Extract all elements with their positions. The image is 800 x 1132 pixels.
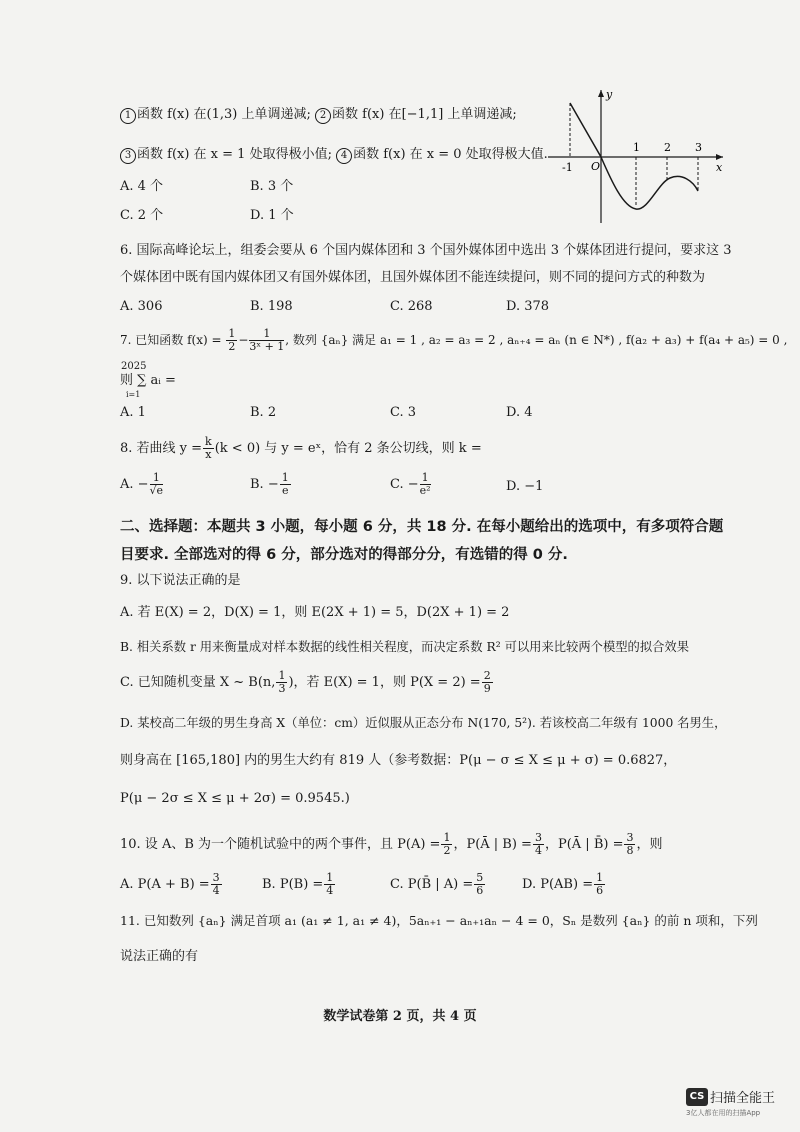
tick-2: 2 [664,141,671,154]
q7-option-a: A. 1 [120,405,146,420]
q8-option-d: D. −1 [506,479,544,494]
q5-stmt1: 函数 f(x) 在(1,3) 上单调递减; [137,107,311,122]
q5-option-a: A. 4 个 [120,179,164,194]
tick-3: 3 [695,141,702,154]
q10-option-d: D. P(AB) = $\frac{1}{6}$ [522,871,604,897]
y-axis-label: y [606,88,613,101]
q8-frac-k-x: $\frac{k}{x}$ [205,435,212,461]
section2-heading-line-1: 二、选择题：本题共 3 小题，每小题 6 分，共 18 分. 在每小题给出的选项中，有多项符合题 [120,519,724,535]
q5-statement-row-2 [120,146,548,164]
q6-option-b: B. 198 [250,299,293,314]
circled-number-1: 1 [120,108,136,124]
q7-option-c: C. 3 [390,405,417,420]
q6-option-c: C. 268 [390,299,433,314]
q9-stem: 9. 以下说法正确的是 [120,573,241,588]
q7-frac-half: $\frac{1}{2}$ [228,327,236,353]
q9-option-c: C. 已知随机变量 X ~ B(n, $\frac{1}{3}$ )，若 E(X) = 1，则 P(X = 2) = $\frac{2}{9}$ [120,669,491,695]
q8-stem: 8. 若曲线 y = $\frac{k}{x}$ (k < 0) 与 y = eˣ，恰有 2 条公切线，则 k = [120,435,482,461]
x-axis-label: x [716,161,723,174]
q7-sum-bottom: i=1 [126,390,141,399]
q9-option-d-line-2: 则身高在 [165,180] 内的男生大约有 819 人（参考数据：P(μ − σ ≤ X ≤ μ + σ) = 0.6827， [120,753,677,768]
q8-option-c: C. − $\frac{1}{\text{e²}}$ [390,471,431,497]
q6-line-2: 个媒体团中既有国内媒体团又有国外媒体团，且国外媒体团不能连续提问，则不同的提问方式的种数为 [120,270,706,285]
watermark-tagline: 3亿人都在用的扫描App [686,1109,761,1117]
tick-neg1: -1 [562,161,573,174]
q6-option-a: A. 306 [120,299,163,314]
watermark-app-name: 扫描全能王 [710,1091,776,1106]
q7-minus: − [238,333,249,347]
page-footer: 数学试卷第 2 页，共 4 页 [323,1009,477,1024]
q5-option-c: C. 2 个 [120,208,164,223]
q9-option-d-line-1: D. 某校高二年级的男生身高 X（单位：cm）近似服从正态分布 N(170, 5²). 若该校高二年级有 1000 名男生， [120,716,727,730]
q10-option-c: C. P(B̄ | A) = $\frac{5}{6}$ [390,871,484,897]
scanner-watermark [686,1087,798,1118]
origin-label: O [591,160,601,173]
q8-option-b: B. − $\frac{1}{e}$ [250,471,289,497]
q5-stmt2: 函数 f(x) 在[−1,1] 上单调递减; [332,107,517,122]
q5-stmt4: 函数 f(x) 在 x = 0 处取得极大值. [353,147,548,162]
y-axis-arrow [598,90,604,97]
q7-prefix: 7. 已知函数 f(x) = [120,333,222,347]
q5-option-b: B. 3 个 [250,179,294,194]
q6-line-1: 6. 国际高峰论坛上，组委会要从 6 个国内媒体团和 3 个国外媒体团中选出 3 个媒体团进行提问，要求这 3 [120,243,732,258]
q5-stmt3: 函数 f(x) 在 x = 1 处取得极小值; [137,147,332,162]
tick-1: 1 [633,141,640,154]
q9-option-b: B. 相关系数 r 用来衡量成对样本数据的线性相关程度，而决定系数 R² 可以用来比较两个模型的拟合效果 [120,640,690,654]
q9-option-a: A. 若 E(X) = 2，D(X) = 1，则 E(2X + 1) = 5，D(2X + 1) = 2 [120,605,510,620]
q7-frac-second: $\frac{1}{\text{3ˣ + 1}}$ [249,327,285,353]
camscanner-logo-icon: CS [686,1088,708,1106]
q7-option-d: D. 4 [506,405,533,420]
x-axis-arrow [716,154,723,160]
q8-option-a: A. − $\frac{1}{√e}$ [120,471,164,497]
q7-line-1 [120,328,787,353]
q10-option-b: B. P(B) = $\frac{1}{4}$ [262,871,334,897]
derivative-curve [570,103,698,209]
q9-option-d-line-3: P(μ − 2σ ≤ X ≤ μ + 2σ) = 0.9545.) [120,791,350,806]
circled-number-4: 4 [336,148,352,164]
q10-stem: 10. 设 A、B 为一个随机试验中的两个事件，且 P(A) = $\frac{1}{2}$ ，P(Ā | B) = $\frac{3}{4}$ ，P(Ā | B̄) = $\frac{3}{8}$ ，则 [120,831,663,857]
section2-heading-line-2: 目要求. 全部选对的得 6 分，部分选对的得部分分，有选错的得 0 分. [120,547,568,563]
q5-option-d: D. 1 个 [250,208,294,223]
q7-line-2: 则 ∑ aᵢ = [120,373,176,388]
q6-option-d: D. 378 [506,299,550,314]
circled-number-2: 2 [315,108,331,124]
q7-option-b: B. 2 [250,405,277,420]
q5-statement-row-1 [120,106,517,124]
q7-sum-top: 2025 [121,361,147,372]
circled-number-3: 3 [120,148,136,164]
q7-sum-limits [121,362,146,372]
q11-line-2: 说法正确的有 [120,949,199,964]
q11-line-1: 11. 已知数列 {aₙ} 满足首项 a₁ (a₁ ≠ 1, a₁ ≠ 4)，5aₙ₊₁ − aₙ₊₁aₙ − 4 = 0，Sₙ 是数列 {aₙ} 的前 n 项和，下列 [120,913,758,928]
q5-function-graph [548,85,728,225]
q10-option-a: A. P(A + B) = $\frac{3}{4}$ [120,871,220,897]
q7-conditions: , 数列 {aₙ} 满足 a₁ = 1 , a₂ = a₃ = 2 , aₙ₊₄ = aₙ (n ∈ N*) , f(a₂ + a₃) + f(a₄ + a₅) = 0 , [285,333,788,347]
